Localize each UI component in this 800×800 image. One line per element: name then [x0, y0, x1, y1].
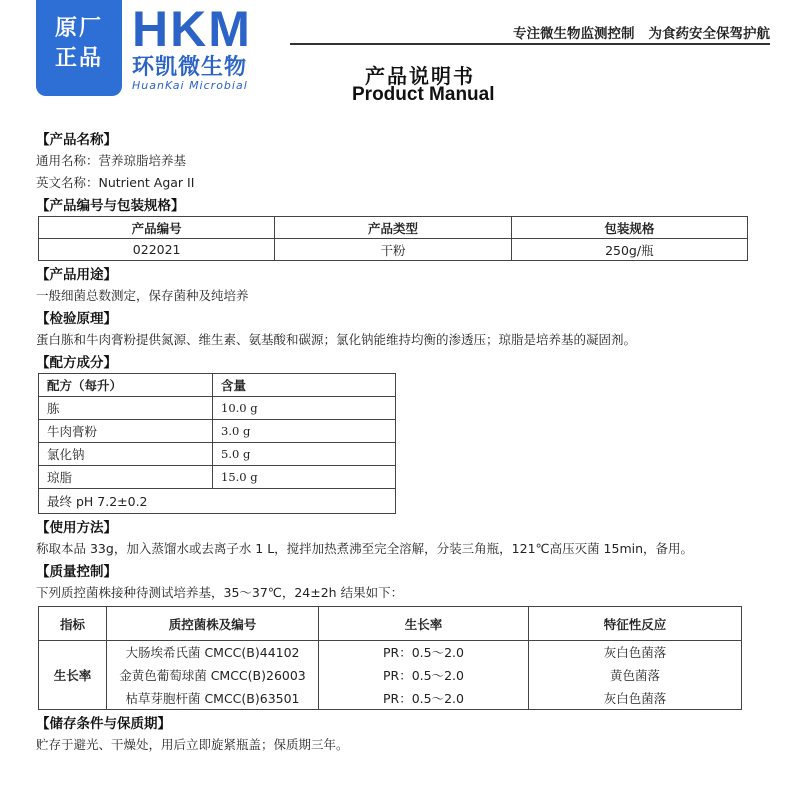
- ingredient-amount: 10.0 g: [213, 397, 396, 420]
- table-row: [39, 443, 396, 466]
- table-row: [39, 687, 742, 710]
- formula-table: [38, 373, 396, 514]
- english-name: 英文名称：Nutrient Agar II: [36, 175, 195, 190]
- table-header-cell: 配方（每升）: [39, 374, 213, 397]
- section-heading-name: 【产品名称】: [36, 132, 117, 148]
- table-row: [39, 664, 742, 687]
- section-heading-method: 【使用方法】: [36, 520, 117, 536]
- growth-rate-cell: PR：0.5～2.0: [319, 641, 529, 664]
- table-header-cell: 生长率: [319, 607, 529, 641]
- storage-text: 贮存于避光、干燥处，用后立即旋紧瓶盖；保质期三年。: [36, 737, 349, 752]
- indicator-cell: 生长率: [39, 641, 107, 710]
- table-row: [39, 239, 748, 261]
- growth-rate-cell: PR：0.5～2.0: [319, 687, 529, 710]
- header-divider: [290, 43, 770, 45]
- table-cell: 022021: [39, 239, 275, 261]
- section-heading-principle: 【检验原理】: [36, 311, 117, 327]
- reaction-cell: 灰白色菌落: [529, 687, 742, 710]
- ingredient-amount: 15.0 g: [213, 466, 396, 489]
- table-header-cell: 产品编号: [39, 217, 275, 239]
- document-title-cn: 产品说明书: [365, 64, 475, 88]
- table-header-cell: 指标: [39, 607, 107, 641]
- quality-control-table: [38, 606, 742, 710]
- company-logo: [132, 1, 282, 96]
- manual-content: [36, 128, 766, 756]
- table-header-cell: 质控菌株及编号: [107, 607, 319, 641]
- product-code-table: [38, 216, 748, 261]
- reaction-cell: 黄色菌落: [529, 664, 742, 687]
- common-name: 通用名称：营养琼脂培养基: [36, 153, 187, 168]
- slogan-right: 为食药安全保驾护航: [648, 26, 770, 42]
- growth-rate-cell: PR：0.5～2.0: [319, 664, 529, 687]
- table-header-cell: 产品类型: [275, 217, 511, 239]
- strain-cell: 大肠埃希氏菌 CMCC(B)44102: [107, 641, 319, 664]
- ingredient-name: 琼脂: [39, 466, 213, 489]
- ingredient-amount: 3.0 g: [213, 420, 396, 443]
- table-header-cell: 特征性反应: [529, 607, 742, 641]
- ingredient-amount: 5.0 g: [213, 443, 396, 466]
- method-text: 称取本品 33g，加入蒸馏水或去离子水 1 L，搅拌加热煮沸至完全溶解，分装三角瓶，121℃高压灭菌 15min，备用。: [36, 541, 694, 556]
- table-row: [39, 641, 742, 664]
- table-header-cell: 含量: [213, 374, 396, 397]
- section-heading-formula: 【配方成分】: [36, 355, 117, 371]
- ingredient-name: 胨: [39, 397, 213, 420]
- authentic-badge: [36, 0, 122, 96]
- table-row: [39, 489, 396, 514]
- table-row: [39, 420, 396, 443]
- badge-line-1: 原厂: [54, 16, 103, 41]
- logo-chinese-name: 环凯微生物: [132, 55, 248, 80]
- principle-text: 蛋白胨和牛肉膏粉提供氮源、维生素、氨基酸和碳源；氯化钠能维持均衡的渗透压；琼脂是培养基的凝固剂。: [36, 332, 637, 347]
- section-heading-code: 【产品编号与包装规格】: [36, 198, 185, 214]
- qc-intro: 下列质控菌株接种待测试培养基，35～37℃，24±2h 结果如下：: [36, 585, 404, 600]
- ingredient-name: 氯化钠: [39, 443, 213, 466]
- table-header-row: [39, 374, 396, 397]
- section-heading-storage: 【储存条件与保质期】: [36, 716, 171, 732]
- badge-line-2: 正品: [54, 46, 103, 71]
- final-ph: 最终 pH 7.2±0.2: [39, 489, 396, 514]
- document-title-en: Product Manual: [352, 84, 495, 105]
- reaction-cell: 灰白色菌落: [529, 641, 742, 664]
- section-heading-use: 【产品用途】: [36, 267, 117, 283]
- table-cell: 干粉: [275, 239, 511, 261]
- strain-cell: 枯草芽胞杆菌 CMCC(B)63501: [107, 687, 319, 710]
- table-row: [39, 397, 396, 420]
- table-row: [39, 466, 396, 489]
- logo-mark: HKM: [132, 1, 252, 57]
- use-text: 一般细菌总数测定，保存菌种及纯培养: [36, 288, 249, 303]
- slogan-left: 专注微生物监测控制: [513, 26, 635, 42]
- section-heading-qc: 【质量控制】: [36, 564, 117, 580]
- table-header-row: [39, 607, 742, 641]
- ingredient-name: 牛肉膏粉: [39, 420, 213, 443]
- strain-cell: 金黄色葡萄球菌 CMCC(B)26003: [107, 664, 319, 687]
- logo-english-name: HuanKai Microbial: [132, 79, 248, 92]
- table-cell: 250g/瓶: [511, 239, 747, 261]
- slogan: [513, 22, 770, 42]
- table-header-row: [39, 217, 748, 239]
- table-header-cell: 包装规格: [511, 217, 747, 239]
